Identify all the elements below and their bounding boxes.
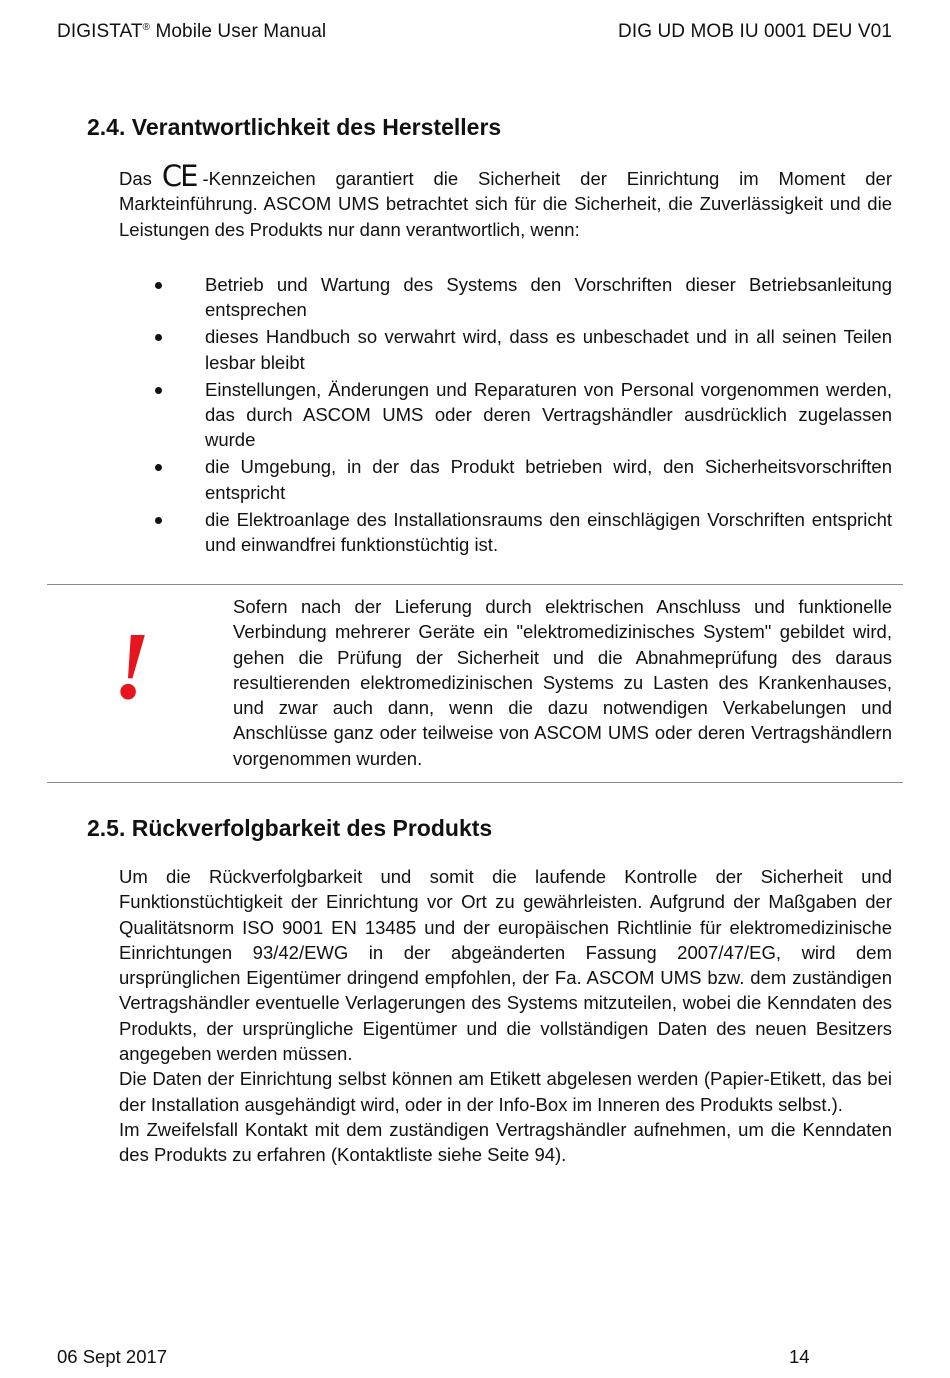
section-heading-traceability: 2.5. Rückverfolgbarkeit des Produkts	[87, 815, 493, 841]
intro-after: -Kennzeichen garantiert die Sicherheit der Einrichtung im Moment der Markteinführung. ASCOM UMS betrachtet sich für die Sicherheit, die Zuverlässigkeit und die Leistungen des Produkts nur dann verantwortlich, wenn:	[119, 168, 892, 240]
responsibility-conditions-list	[155, 272, 892, 559]
list-item-text: die Elektroanlage des Installationsraums den einschlägigen Vorschriften entspricht und einwandfrei funktionstüchtig ist.	[205, 508, 892, 556]
list-item-text: die Umgebung, in der das Produkt betrieben wird, den Sicherheitsvorschriften entspricht	[205, 456, 892, 503]
footer-date: 06 Sept 2017	[57, 1346, 168, 1367]
intro-paragraph	[119, 159, 892, 242]
header-brand: DIGISTAT	[57, 21, 143, 42]
list-item-text: Betrieb und Wartung des Systems den Vorschriften dieser Betriebsanleitung entsprechen	[205, 274, 892, 321]
list-item-text: dieses Handbuch so verwahrt wird, dass es unbeschadet und in all seinen Teilen lesbar bleibt	[205, 326, 892, 373]
warning-top-divider	[47, 584, 903, 585]
bullet-icon	[155, 517, 162, 524]
traceability-body	[119, 864, 892, 1168]
list-item	[155, 377, 892, 453]
bullet-icon	[155, 282, 162, 289]
header-title-rest: Mobile User Manual	[150, 21, 327, 42]
bullet-icon	[155, 464, 162, 471]
traceability-paragraph: Die Daten der Einrichtung selbst können am Etikett abgelesen werden (Papier-Etikett, das bei der Installation ausgehändigt wird, oder in der Info-Box im Inneren des Produkts selbst.).	[119, 1068, 892, 1115]
warning-bottom-divider	[47, 782, 903, 783]
ce-mark-icon: CE	[161, 159, 197, 193]
list-item-text: Einstellungen, Änderungen und Reparaturen von Personal vorgenommen werden, das durch ASCOM UMS oder deren Vertragshändler ausdrücklich zugelassen wurde	[205, 378, 892, 451]
list-item	[155, 454, 892, 505]
section-heading-responsibility: 2.4. Verantwortlichkeit des Herstellers	[87, 114, 502, 140]
exclamation-warning-icon: !	[113, 612, 151, 719]
traceability-paragraph: Im Zweifelsfall Kontakt mit dem zuständigen Vertragshändler aufnehmen, um die Kenndaten des Produkts zu erfahren (Kontaktliste siehe Seite 94).	[119, 1118, 892, 1166]
list-item	[155, 324, 892, 375]
header-document-id: DIG UD MOB IU 0001 DEU V01	[618, 21, 892, 42]
header-title	[57, 21, 326, 43]
list-item	[155, 507, 892, 558]
registered-mark: ®	[142, 22, 151, 33]
traceability-paragraph: Um die Rückverfolgbarkeit und somit die laufende Kontrolle der Sicherheit und Funktionstüchtigkeit der Einrichtung vor Ort zu gewährleisten. Aufgrund der Maßgaben der Qualitätsnorm ISO 9001 EN 13485 und der europäischen Richtlinie für elektromedizinische Einrichtungen 93/42/EWG in der abgeänderten Fassung 2007/47/EG, wird dem ursprünglichen Eigentümer dringend empfohlen, der Fa. ASCOM UMS bzw. dem zuständigen Vertragshändler eventuelle Verlagerungen des Systems mitzuteilen, wobei die Kenndaten des Produkts, der ursprüngliche Eigentümer und die vollständigen Daten des neuen Besitzers angegeben werden müssen.	[119, 866, 892, 1065]
warning-text: Sofern nach der Lieferung durch elektrischen Anschluss und funktionelle Verbindung mehrerer Geräte ein "elektromedizinisches System" gebildet wird, gehen die Prüfung der Sicherheit und die Abnahmeprüfung des daraus resultierenden elektromedizinischen Systems zu Lasten des Krankenhauses, und zwar auch dann, wenn die dazu notwendigen Verkabelungen und Anschlüsse ganz oder teilweise von ASCOM UMS oder deren Vertragshändlern vorgenommen wurden.	[233, 596, 892, 769]
list-item	[155, 272, 892, 323]
intro-before: Das	[119, 168, 152, 189]
bullet-icon	[155, 334, 162, 341]
page-number: 14	[789, 1346, 810, 1367]
bullet-icon	[155, 387, 162, 394]
